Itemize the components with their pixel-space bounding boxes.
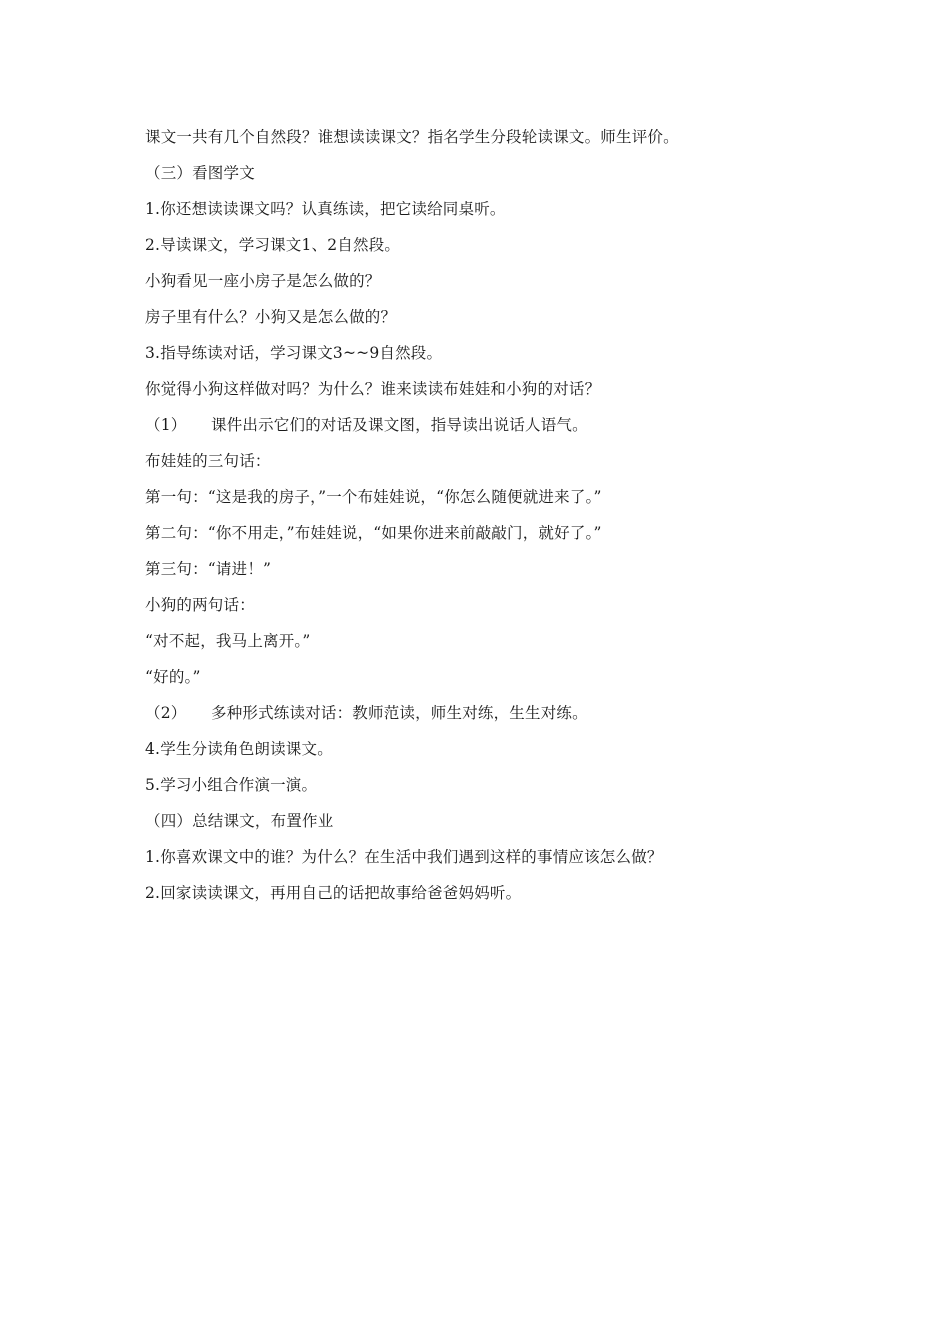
paragraph-line: 2.导读课文，学习课文1、2自然段。 xyxy=(145,236,401,254)
paragraph-line: 1.你喜欢课文中的谁？为什么？在生活中我们遇到这样的事情应该怎么做？ xyxy=(145,848,663,866)
dialogue-line: “好的。” xyxy=(145,668,201,686)
sub-item-2 xyxy=(145,700,825,736)
paragraph-line: 小狗的两句话： xyxy=(145,596,255,614)
paragraph-line: 房子里有什么？小狗又是怎么做的？ xyxy=(145,308,397,326)
dialogue-line: 第一句：“这是我的房子，”一个布娃娃说，“你怎么随便就进来了。” xyxy=(145,488,602,506)
paragraph-line: 5.学习小组合作演一演。 xyxy=(145,776,318,794)
section-heading: （四）总结课文，布置作业 xyxy=(145,812,334,830)
sub-item-text: 多种形式练读对话：教师范读，师生对练，生生对练。 xyxy=(211,704,588,722)
paragraph-line: 小狗看见一座小房子是怎么做的？ xyxy=(145,272,381,290)
paragraph-line: 2.回家读读课文，再用自己的话把故事给爸爸妈妈听。 xyxy=(145,884,522,902)
paragraph-line: 3.指导练读对话，学习课文3~~9自然段。 xyxy=(145,344,443,362)
section-heading: （三）看图学文 xyxy=(145,164,255,182)
paragraph-line: 课文一共有几个自然段？谁想读读课文？指名学生分段轮读课文。师生评价。 xyxy=(145,128,679,146)
sub-item-text: 课件出示它们的对话及课文图，指导读出说话人语气。 xyxy=(211,416,588,434)
paragraph-line: 布娃娃的三句话： xyxy=(145,452,271,470)
dialogue-line: 第三句：“请进！” xyxy=(145,560,272,578)
paragraph-line: 1.你还想读读课文吗？认真练读，把它读给同桌听。 xyxy=(145,200,506,218)
paragraph-line: 4.学生分读角色朗读课文。 xyxy=(145,740,333,758)
document-body xyxy=(145,124,825,916)
dialogue-line: “对不起，我马上离开。” xyxy=(145,632,311,650)
dialogue-line: 第二句：“你不用走，”布娃娃说，“如果你进来前敲敲门，就好了。” xyxy=(145,524,602,542)
sub-item-1 xyxy=(145,412,825,448)
sub-item-label: （1） xyxy=(145,416,187,434)
sub-item-label: （2） xyxy=(145,704,187,722)
paragraph-line: 你觉得小狗这样做对吗？为什么？谁来读读布娃娃和小狗的对话？ xyxy=(145,380,601,398)
